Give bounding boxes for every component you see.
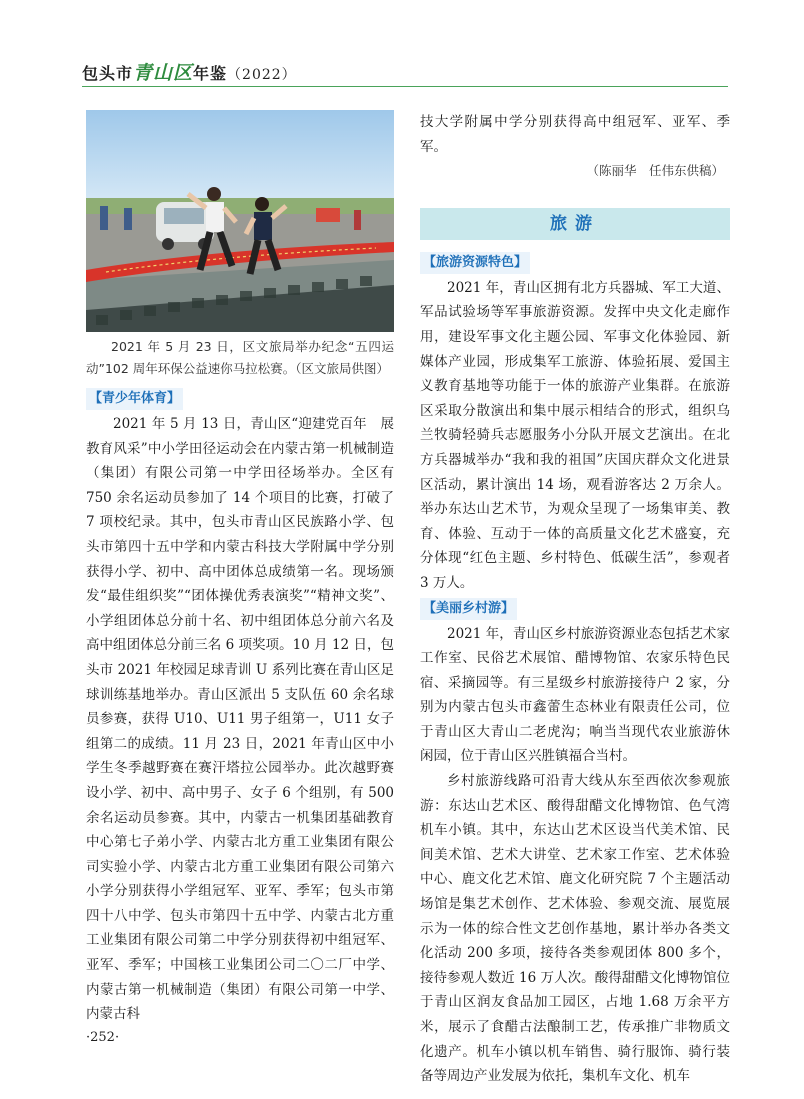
running-header bbox=[82, 58, 297, 85]
section-title-tourism-resources: 【旅游资源特色】 bbox=[420, 252, 530, 274]
race-photo bbox=[86, 110, 394, 332]
chapter-banner-tourism: 旅游 bbox=[420, 208, 730, 240]
photo-caption: 2021 年 5 月 23 日，区文旅局举办纪念“五四运动”102 周年环保公益速你马拉松赛。（区文旅局供图） bbox=[86, 339, 394, 376]
left-column bbox=[86, 110, 394, 1027]
rural-tourism-paragraph-1: 2021 年，青山区乡村旅游资源业态包括艺术家工作室、民俗艺术展馆、醋博物馆、农家乐特色民宿、采摘园等。有三星级乡村旅游接待户 2 家，分别为内蒙古包头市鑫蕾生态林业有限责任公司，位于青山区大青山二老虎沟；响当当现代农业旅游休闲园，位于青山区兴胜镇福合当村。 bbox=[420, 625, 730, 765]
youth-sports-paragraph: 2021 年 5 月 13 日，青山区“迎建党百年 展教育风采”中小学田径运动会在内蒙古第一机械制造（集团）有限公司第一中学田径场举办。全区有 750 余名运动员参加了 14 个项目的比赛，打破了 7 项校纪录。其中，包头市青山区民族路小学、包头市第四十五中学和内蒙古科技大学附属中学分别获得小学、初中、高中团体总成绩第一名。现场颁发“最佳组织奖”“团体操优秀表演奖”“精神文奖”、小学组团体总分前十名、初中组团体总分前六名及高中组团体总分前三名 6 项奖项。10 月 12 日，包头市 2021 年校园足球青训 U 系列比赛在青山区足球训练基地举办。青山区派出 5 支队伍 60 余名球员参赛，获得 U10、U11 男子组第一，U11 女子组第二的成绩。11 月 23 日，2021 年青山区中小学生冬季越野赛在赛汗塔拉公园举办。此次越野赛设小学、初中、高中男子、女子 6 个组别，有 500 余名运动员参赛。其中，内蒙古一机集团基础教育中心第七子弟小学、内蒙古北方重工业集团有限公司实验小学、内蒙古北方重工业集团有限公司第六小学分别获得小学组冠军、亚军、季军；包头市第四十八中学、包头市第四十五中学、内蒙古北方重工业集团有限公司第二中学分别获得初中组冠军、亚军、季军；中国核工业集团公司二〇二厂中学、内蒙古第一机械制造（集团）有限公司第一中学、内蒙古科 bbox=[86, 416, 394, 1023]
header-city: 包头市 bbox=[82, 64, 134, 83]
rural-tourism-paragraph-2: 乡村旅游线路可沿青大线从东至西依次参观旅游：东达山艺术区、酸得甜醋文化博物馆、色气湾机车小镇。其中，东达山艺术区设当代美术馆、民间美术馆、艺术大讲堂、艺术家工作室、艺术体验中心、鹿文化艺术馆、鹿文化研究院 7 个主题活动场馆是集艺术创作、艺术体验、参观交流、展览展示为一体的综合性文艺创作基地，累计举办各类文化活动 200 多项，接待各类参观团体 800 多个，接待参观人数近 16 万人次。酸得甜醋文化博物馆位于青山区润友食品加工园区，占地 1.68 万余平方米，展示了食醋古法酿制工艺，传承推广非物质文化遗产。机车小镇以机车销售、骑行服饰、骑行装备等周边产业发展为依托，集机车文化、机车 bbox=[420, 773, 730, 1085]
right-column bbox=[420, 110, 730, 1089]
header-rule bbox=[82, 86, 728, 87]
tourism-resources-paragraph: 2021 年，青山区拥有北方兵器城、军工大道、军品试验场等军事旅游资源。发挥中央文化走廊作用，建设军事文化主题公园、军事文化体验园、新媒体产业园，形成集军工旅游、体验拓展、爱国主义教育基地等功能于一体的旅游产业集群。在旅游区采取分散演出和集中展示相结合的形式，组织乌兰牧骑轻骑兵志愿服务小分队开展文艺演出。在北方兵器城举办“我和我的祖国”庆国庆群众文化进景区活动，累计演出 14 场，观看游客达 2 万余人。举办东达山艺术节，为观众呈现了一场集审美、教育、体验、互动于一体的高质量文化艺术盛宴，充分体现“红色主题、乡村特色、低碳生活”，参观者 3 万人。 bbox=[420, 279, 730, 591]
article-credit: （陈丽华 任伟东供稿） bbox=[586, 163, 724, 179]
section-title-rural-tourism: 【美丽乡村游】 bbox=[420, 598, 517, 620]
header-district: 青山区 bbox=[133, 62, 194, 84]
page-number: ·252· bbox=[86, 1030, 120, 1045]
section-title-youth-sports: 【青少年体育】 bbox=[86, 388, 183, 410]
header-suffix: 年鉴 bbox=[193, 64, 228, 83]
race-photo-illustration bbox=[86, 110, 394, 332]
header-year: （2022） bbox=[227, 67, 297, 83]
continuation-text: 技大学附属中学分别获得高中组冠军、亚军、季军。 bbox=[420, 114, 730, 155]
